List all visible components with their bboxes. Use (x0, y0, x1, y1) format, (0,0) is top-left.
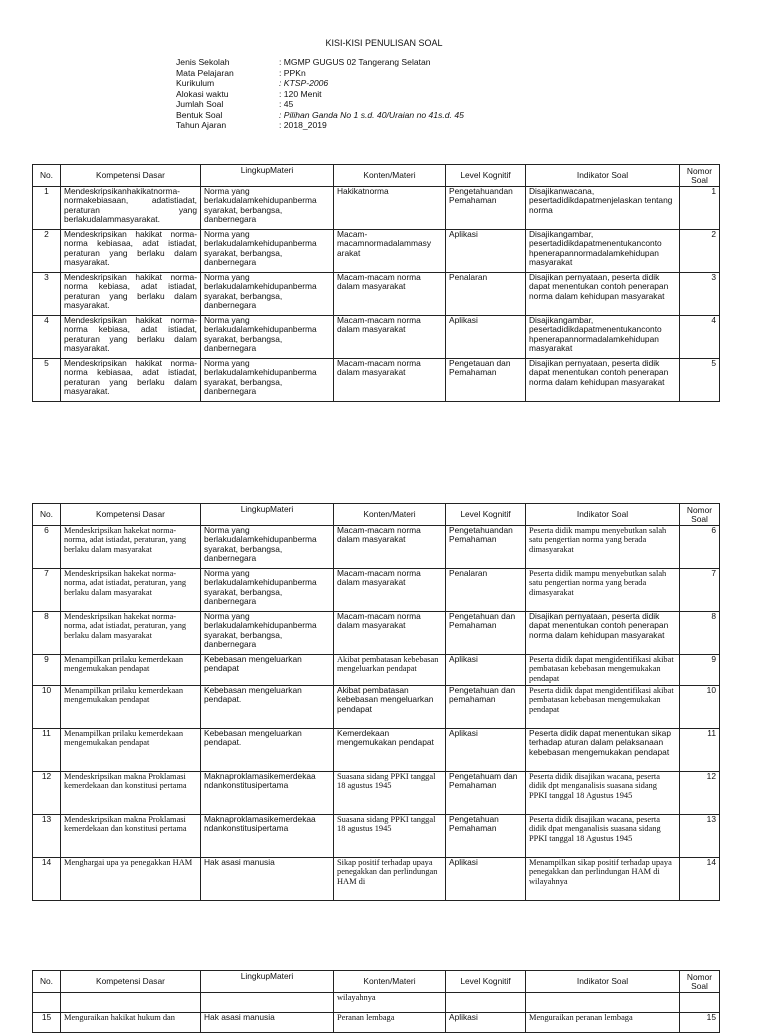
cell-level-kognitif: Pengetahuan Pemahaman (446, 815, 526, 858)
header-indikator-soal: Indikator Soal (526, 504, 680, 526)
meta-label: Kurikulum (176, 78, 215, 88)
table-row (33, 686, 720, 729)
cell-nomor-soal: 4 (680, 316, 720, 359)
meta-label: Alokasi waktu (176, 88, 229, 99)
cell-kompetensi-dasar: Mendeskripsikan hakekat norma-norma, adat istiadat, peraturan, yang berlaku dalam masyarakat (61, 526, 201, 569)
cell-no: 5 (33, 359, 61, 402)
cell-no: 9 (33, 655, 61, 686)
cell-indikator-soal: Disajikan pernyataan, peserta didik dapat menentukan contoh penerapan norma dalam kehidupan masyarakat (526, 612, 680, 655)
cell-level-kognitif: Penalaran (446, 569, 526, 612)
meta-row (176, 120, 464, 131)
cell-konten-materi: Macam-macam norma dalam masyarakat (334, 316, 446, 359)
cell-lingkup-materi: Hak asasi manusia (201, 1013, 334, 1033)
cell-nomor-soal: 8 (680, 612, 720, 655)
cell-no: 15 (33, 1013, 61, 1033)
table-row (33, 993, 720, 1013)
cell-lingkup-materi: Norma yang berlakudalamkehidupanberma syarakat, berbangsa, danbernegara (201, 359, 334, 402)
cell-kompetensi-dasar: Mendeskripsikan hakikat norma-norma kebiasaa, adat istiadat, peraturan yang berlaku dalam masyarakat. (61, 230, 201, 273)
cell-nomor-soal: 13 (680, 815, 720, 858)
cell-konten-materi: Macam-macam norma dalam masyarakat (334, 273, 446, 316)
meta-row (176, 99, 464, 110)
table-row (33, 858, 720, 901)
meta-value: : MGMP GUGUS 02 Tangerang Selatan (279, 57, 431, 67)
cell-kompetensi-dasar (61, 993, 201, 1013)
cell-nomor-soal: 5 (680, 359, 720, 402)
cell-konten-materi: Suasana sidang PPKI tanggal 18 agustus 1945 (334, 772, 446, 815)
cell-lingkup-materi: Maknaproklamasikemerdekaa ndankonstitusipertama (201, 815, 334, 858)
meta-value: : PPKn (279, 67, 306, 78)
cell-kompetensi-dasar: Mendeskripsikan makna Proklamasi kemerdekaan dan konstitusi pertama (61, 772, 201, 815)
cell-level-kognitif: Pengetauan dan Pemahaman (446, 359, 526, 402)
cell-konten-materi: Akibat pembatasan kebebasan mengeluarkan pendapat (334, 655, 446, 686)
cell-konten-materi: Kemerdekaan mengemukakan pendapat (334, 729, 446, 772)
table-row (33, 526, 720, 569)
cell-indikator-soal: Peserta didik mampu menyebutkan salah satu pengertian norma yang berada dimasyarakat (526, 569, 680, 612)
cell-indikator-soal: Disajikangambar, pesertadidikdapatmenentukanconto hpenerapannormadalamkehidupan masyarakat (526, 230, 680, 273)
table-row (33, 230, 720, 273)
cell-no: 1 (33, 187, 61, 230)
cell-konten-materi: Macam-macam norma dalam masyarakat (334, 569, 446, 612)
cell-level-kognitif: Pengetahuandan Pemahaman (446, 187, 526, 230)
cell-nomor-soal: 15 (680, 1013, 720, 1033)
kisi-table-2 (32, 503, 720, 901)
cell-kompetensi-dasar: Mendeskripsikan hakikat norma-norma kebiasaa, adat istiadat, peraturan yang berlaku dalam masyarakat. (61, 359, 201, 402)
cell-no: 6 (33, 526, 61, 569)
meta-value: : 120 Menit (279, 88, 322, 99)
cell-level-kognitif: Pengetahuan dan pemahaman (446, 686, 526, 729)
cell-konten-materi: Macam-macam norma dalam masyarakat (334, 612, 446, 655)
cell-level-kognitif (446, 993, 526, 1013)
cell-no: 7 (33, 569, 61, 612)
cell-lingkup-materi: Kebebasan mengeluarkan pendapat (201, 655, 334, 686)
header-level-kognitif: Level Kognitif (446, 165, 526, 187)
header-konten-materi: Konten/Materi (334, 504, 446, 526)
header-nomor-soal: Nomor Soal (680, 971, 720, 993)
cell-kompetensi-dasar: Menghargai upa ya penegakkan HAM (61, 858, 201, 901)
kisi-table-1 (32, 164, 720, 402)
cell-konten-materi: Peranan lembaga (334, 1013, 446, 1033)
meta-value: : 45 (279, 99, 294, 109)
header-no: No. (33, 971, 61, 993)
cell-kompetensi-dasar: Menguraikan hakikat hukum dan (61, 1013, 201, 1033)
cell-kompetensi-dasar: Mendeskripsikan hakekat norma-norma, adat istiadat, peraturan, yang berlaku dalam masyarakat (61, 569, 201, 612)
header-indikator-soal: Indikator Soal (526, 165, 680, 187)
cell-indikator-soal: Peserta didik dapat menentukan sikap terhadap aturan dalam pelaksanaan kebebasan mengemukakan pendapat (526, 729, 680, 772)
cell-level-kognitif: Aplikasi (446, 655, 526, 686)
table-row (33, 359, 720, 402)
cell-no: 11 (33, 729, 61, 772)
cell-level-kognitif: Pengetahuan dan Pemahaman (446, 612, 526, 655)
table-row (33, 772, 720, 815)
cell-nomor-soal: 14 (680, 858, 720, 901)
cell-no: 14 (33, 858, 61, 901)
meta-label: Bentuk Soal (176, 109, 223, 120)
cell-lingkup-materi: Kebebasan mengeluarkan pendapat. (201, 686, 334, 729)
cell-no: 12 (33, 772, 61, 815)
meta-label: Tahun Ajaran (176, 120, 227, 130)
header-no: No. (33, 165, 61, 187)
table-row (33, 612, 720, 655)
cell-level-kognitif: Aplikasi (446, 729, 526, 772)
cell-kompetensi-dasar: Menampilkan prilaku kemerdekaan mengemukakan pendapat (61, 729, 201, 772)
cell-level-kognitif: Pengetahuandan Pemahaman (446, 526, 526, 569)
cell-kompetensi-dasar: Menampilkan prilaku kemerdekaan mengemukakan pendapat (61, 655, 201, 686)
cell-konten-materi: Sikap positif terhadap upaya penegakkan dan perlindungan HAM di (334, 858, 446, 901)
cell-no (33, 993, 61, 1013)
table-header-row (33, 971, 720, 993)
meta-row (176, 57, 464, 68)
meta-label: Mata Pelajaran (176, 67, 234, 78)
header-lingkup-materi: LingkupMateri (201, 504, 334, 526)
cell-konten-materi: Suasana sidang PPKI tanggal 18 agustus 1945 (334, 815, 446, 858)
cell-konten-materi: Macam-macam norma dalam masyarakat (334, 359, 446, 402)
table-body (33, 993, 720, 1033)
header-lingkup-materi: LingkupMateri (201, 971, 334, 993)
cell-lingkup-materi: Norma yang berlakudalamkehidupanberma syarakat, berbangsa, danbernegara (201, 230, 334, 273)
cell-level-kognitif: Aplikasi (446, 230, 526, 273)
meta-value: : Pilihan Ganda No 1 s.d. 40/Uraian no 41s.d. 45 (279, 109, 464, 120)
table-body (33, 187, 720, 402)
header-konten-materi: Konten/Materi (334, 165, 446, 187)
cell-lingkup-materi: Norma yang berlakudalamkehidupanberma syarakat, berbangsa, danbernegara (201, 612, 334, 655)
cell-nomor-soal: 2 (680, 230, 720, 273)
cell-indikator-soal: Disajikanwacana, pesertadidikdapatmenjelaskan tentang norma (526, 187, 680, 230)
cell-indikator-soal: Peserta didik disajikan wacana, peserta didik dpt menganalisis suasana sidang PPKI tanggal 18 Agustus 1945 (526, 772, 680, 815)
header-kompetensi-dasar: Kompetensi Dasar (61, 504, 201, 526)
cell-kompetensi-dasar: Mendeskripsikan hakikat norma-norma kebiasa, adat istiadat, peraturan yang berlaku dalam masyarakat. (61, 316, 201, 359)
meta-row (176, 78, 464, 89)
table-row (33, 815, 720, 858)
table-body (33, 526, 720, 901)
cell-lingkup-materi (201, 993, 334, 1013)
table-header-row (33, 165, 720, 187)
table-header-row (33, 504, 720, 526)
cell-level-kognitif: Aplikasi (446, 316, 526, 359)
cell-nomor-soal: 10 (680, 686, 720, 729)
cell-kompetensi-dasar: Mendeskripsikanhakikatnorma-normakebiasaan, adatistiadat, peraturan yang berlakudalammasyarakat. (61, 187, 201, 230)
header-lingkup-materi: LingkupMateri (201, 165, 334, 187)
cell-lingkup-materi: Maknaproklamasikemerdekaa ndankonstitusipertama (201, 772, 334, 815)
cell-indikator-soal: Disajikan pernyataan, peserta didik dapat menentukan contoh penerapan norma dalam kehidupan masyarakat (526, 359, 680, 402)
cell-nomor-soal: 3 (680, 273, 720, 316)
cell-konten-materi: Hakikatnorma (334, 187, 446, 230)
cell-nomor-soal: 1 (680, 187, 720, 230)
table-row (33, 655, 720, 686)
cell-lingkup-materi: Kebebasan mengeluarkan pendapat. (201, 729, 334, 772)
header-no: No. (33, 504, 61, 526)
table-row (33, 569, 720, 612)
document-meta (176, 57, 464, 131)
header-level-kognitif: Level Kognitif (446, 971, 526, 993)
cell-level-kognitif: Penalaran (446, 273, 526, 316)
cell-kompetensi-dasar: Mendeskripsikan makna Proklamasi kemerdekaan dan konstitusi pertama (61, 815, 201, 858)
cell-indikator-soal: Peserta didik disajikan wacana, peserta didik dpat menganalisis suasana sidang PPKI tanggal 18 Agustus 1945 (526, 815, 680, 858)
page-title: KISI-KISI PENULISAN SOAL (325, 38, 443, 48)
table-row (33, 187, 720, 230)
table-row (33, 273, 720, 316)
cell-no: 13 (33, 815, 61, 858)
cell-no: 10 (33, 686, 61, 729)
cell-indikator-soal: Menampilkan sikap positif terhadap upaya penegakkan dan perlindungan HAM di wilayahnya (526, 858, 680, 901)
meta-row (176, 110, 464, 121)
header-level-kognitif: Level Kognitif (446, 504, 526, 526)
cell-lingkup-materi: Norma yang berlakudalamkehidupanberma syarakat, berbangsa, danbernegara (201, 187, 334, 230)
cell-no: 4 (33, 316, 61, 359)
cell-nomor-soal (680, 993, 720, 1013)
cell-no: 2 (33, 230, 61, 273)
cell-indikator-soal: Peserta didik dapat mengidentifikasi akibat pembatasan kebebasan mengemukakan pendapat (526, 655, 680, 686)
cell-level-kognitif: Pengetahuam dan Pemahaman (446, 772, 526, 815)
cell-no: 8 (33, 612, 61, 655)
cell-kompetensi-dasar: Mendeskripsikan hakekat norma-norma, adat istiadat, peraturan, yang berlaku dalam masyarakat (61, 612, 201, 655)
table-row (33, 316, 720, 359)
header-indikator-soal: Indikator Soal (526, 971, 680, 993)
cell-nomor-soal: 7 (680, 569, 720, 612)
cell-konten-materi: Macam-macam norma dalam masyarakat (334, 526, 446, 569)
cell-lingkup-materi: Norma yang berlakudalamkehidupanberma syarakat, berbangsa, danbernegara (201, 569, 334, 612)
cell-no: 3 (33, 273, 61, 316)
meta-row (176, 68, 464, 79)
cell-lingkup-materi: Norma yang berlakudalamkehidupanberma syarakat, berbangsa, danbernegara (201, 316, 334, 359)
cell-level-kognitif: Aplikasi (446, 858, 526, 901)
cell-konten-materi: Macam-macamnormadalammasy arakat (334, 230, 446, 273)
header-konten-materi: Konten/Materi (334, 971, 446, 993)
cell-nomor-soal: 9 (680, 655, 720, 686)
meta-row (176, 89, 464, 100)
cell-nomor-soal: 11 (680, 729, 720, 772)
cell-nomor-soal: 6 (680, 526, 720, 569)
cell-level-kognitif: Aplikasi (446, 1013, 526, 1033)
cell-konten-materi: wilayahnya (334, 993, 446, 1013)
cell-indikator-soal: Disajikangambar, pesertadidikdapatmenentukanconto hpenerapannormadalamkehidupan masyarakat (526, 316, 680, 359)
table-row (33, 729, 720, 772)
table-row (33, 1013, 720, 1033)
cell-nomor-soal: 12 (680, 772, 720, 815)
meta-value: : 2018_2019 (279, 120, 327, 130)
cell-indikator-soal: Peserta didik dapat mengidentifikasi akibat pembatasan kebebasan mengemukakan pendapat (526, 686, 680, 729)
cell-indikator-soal: Peserta didik mampu menyebutkan salah satu pengertian norma yang berada dimasyarakat (526, 526, 680, 569)
cell-indikator-soal: Disajikan pernyataan, peserta didik dapat menentukan contoh penerapan norma dalam kehidupan masyarakat (526, 273, 680, 316)
header-nomor-soal: Nomor Soal (680, 504, 720, 526)
header-nomor-soal: Nomor Soal (680, 165, 720, 187)
meta-label: Jumlah Soal (176, 99, 224, 109)
meta-label: Jenis Sekolah (176, 57, 230, 67)
cell-kompetensi-dasar: Mendeskripsikan hakikat norma-norma kebiasa, adat istiadat, peraturan yang berlaku dalam masyarakat. (61, 273, 201, 316)
cell-indikator-soal (526, 993, 680, 1013)
cell-lingkup-materi: Norma yang berlakudalamkehidupanberma syarakat, berbangsa, danbernegara (201, 273, 334, 316)
cell-indikator-soal: Menguraikan peranan lembaga (526, 1013, 680, 1033)
cell-konten-materi: Akibat pembatasan kebebasan mengeluarkan pendapat (334, 686, 446, 729)
cell-lingkup-materi: Norma yang berlakudalamkehidupanberma syarakat, berbangsa, danbernegara (201, 526, 334, 569)
header-kompetensi-dasar: Kompetensi Dasar (61, 165, 201, 187)
cell-lingkup-materi: Hak asasi manusia (201, 858, 334, 901)
header-kompetensi-dasar: Kompetensi Dasar (61, 971, 201, 993)
cell-kompetensi-dasar: Menampilkan prilaku kemerdekaan mengemukakan pendapat (61, 686, 201, 729)
meta-value: : KTSP-2006 (279, 78, 329, 88)
